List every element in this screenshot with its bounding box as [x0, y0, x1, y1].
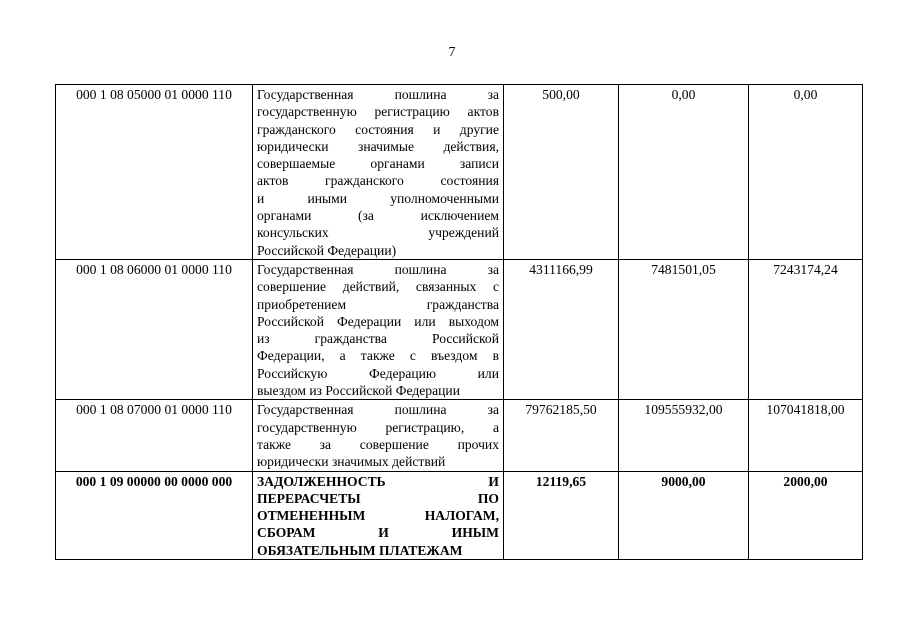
row-code: 000 1 09 00000 00 0000 000: [56, 471, 253, 559]
page-number: 7: [448, 45, 456, 60]
description-line: выездом из Российской Федерации: [257, 383, 460, 399]
description-line: актов гражданского состояния: [257, 173, 499, 189]
row-code: 000 1 08 07000 01 0000 110: [56, 400, 253, 471]
row-value-3: 107041818,00: [749, 400, 863, 471]
table-body: [56, 85, 863, 560]
description-line: юридически значимые действия,: [257, 138, 499, 154]
row-description: [253, 471, 504, 559]
description-line: совершение действий, связанных с: [257, 279, 499, 295]
table-row: [56, 471, 863, 559]
row-value-2: 0,00: [619, 85, 749, 260]
row-description: [253, 259, 504, 399]
row-value-1: 500,00: [504, 85, 619, 260]
table-row: [56, 259, 863, 399]
row-value-1: 4311166,99: [504, 259, 619, 399]
row-value-1: 79762185,50: [504, 400, 619, 471]
description-line: и иными уполномоченными: [257, 190, 499, 206]
description-line: государственную регистрацию, а: [257, 419, 499, 435]
description-line: гражданского состояния и другие: [257, 121, 499, 137]
description-line: ОТМЕНЕННЫМ НАЛОГАМ,: [257, 508, 499, 524]
description-line: приобретением гражданства: [257, 296, 499, 312]
description-line: Российской Федерации или выходом: [257, 313, 499, 329]
row-value-2: 9000,00: [619, 471, 749, 559]
description-line: ЗАДОЛЖЕННОСТЬ И: [257, 473, 499, 489]
description-line: совершаемые органами записи: [257, 156, 499, 172]
table-row: [56, 400, 863, 471]
row-value-3: 2000,00: [749, 471, 863, 559]
row-value-3: 0,00: [749, 85, 863, 260]
row-value-3: 7243174,24: [749, 259, 863, 399]
description-line: Государственная пошлина за: [257, 261, 499, 277]
row-code: 000 1 08 05000 01 0000 110: [56, 85, 253, 260]
row-description: [253, 400, 504, 471]
row-value-2: 109555932,00: [619, 400, 749, 471]
table-row: [56, 85, 863, 260]
description-line: органами (за исключением: [257, 208, 499, 224]
row-code: 000 1 08 06000 01 0000 110: [56, 259, 253, 399]
description-line: также за совершение прочих: [257, 436, 499, 452]
description-line: Российской Федерации): [257, 242, 397, 258]
description-line: юридически значимых действий: [257, 454, 446, 470]
description-line: Государственная пошлина за: [257, 402, 499, 418]
row-description: [253, 85, 504, 260]
description-line: государственную регистрацию актов: [257, 104, 499, 120]
row-value-2: 7481501,05: [619, 259, 749, 399]
description-line: из гражданства Российской: [257, 331, 499, 347]
budget-table: [55, 84, 863, 560]
description-line: ОБЯЗАТЕЛЬНЫМ ПЛАТЕЖАМ: [257, 542, 463, 558]
description-line: Федерации, а также с въездом в: [257, 348, 499, 364]
description-line: ПЕРЕРАСЧЕТЫ ПО: [257, 490, 499, 506]
description-line: СБОРАМ И ИНЫМ: [257, 525, 499, 541]
description-line: Государственная пошлина за: [257, 87, 499, 102]
row-value-1: 12119,65: [504, 471, 619, 559]
description-line: консульских учреждений: [257, 225, 499, 241]
description-line: Российскую Федерацию или: [257, 365, 499, 381]
